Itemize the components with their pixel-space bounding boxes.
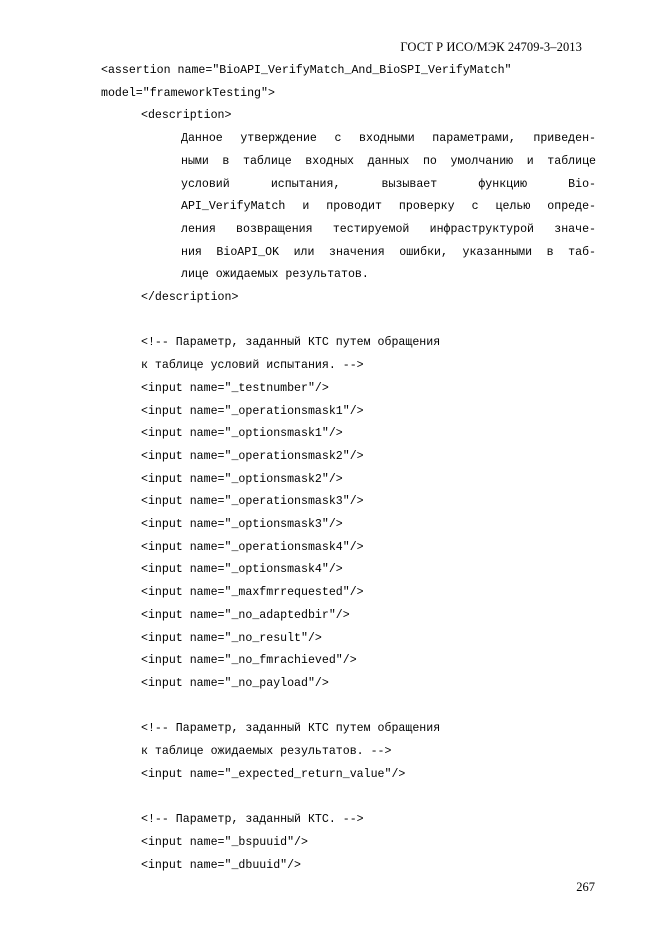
description-text-line: API_VerifyMatch и проводит проверку с целью опреде-: [181, 200, 596, 214]
comment-line: <!-- Параметр, заданный КТС путем обращения: [141, 722, 441, 736]
input-element-line: <input name="_optionsmask4"/>: [141, 563, 343, 577]
input-element-line: <input name="_no_payload"/>: [141, 676, 329, 690]
input-element-line: <input name="_optionsmask3"/>: [141, 518, 343, 531]
input-element-line: <input name="_optionsmask1"/>: [141, 427, 343, 441]
input-element-line: <input name="_no_adaptedbir"/>: [141, 608, 350, 622]
description-close-tag: </description>: [141, 291, 239, 304]
input-element-line: <input name="_testnumber"/>: [141, 381, 329, 395]
comment-line: к таблице ожидаемых результатов. -->: [141, 745, 392, 758]
description-text-line: лице ожидаемых результатов.: [181, 268, 369, 282]
input-element-line: <input name="_no_result"/>: [141, 631, 322, 645]
input-element-line: <input name="_maxfmrrequested"/>: [141, 586, 364, 600]
assertion-open-line-1: <assertion name="BioAPI_VerifyMatch_And_BioSPI_VerifyMatch": [101, 64, 512, 77]
input-element-line: <input name="_optionsmask2"/>: [141, 472, 343, 486]
description-text-line: ления возвращения тестируемой инфраструктурой значе-: [181, 222, 596, 236]
input-element-line: <input name="_dbuuid"/>: [141, 858, 302, 872]
description-text-line: условий испытания, вызывает функцию Bio-: [181, 177, 596, 191]
input-element-line: <input name="_expected_return_value"/>: [141, 767, 406, 781]
page-number: 267: [576, 880, 595, 894]
input-element-line: <input name="_operationsmask3"/>: [141, 495, 364, 509]
input-element-line: <input name="_operationsmask2"/>: [141, 449, 364, 463]
comment-line: <!-- Параметр, заданный КТС путем обращения: [141, 336, 441, 350]
description-text-line: Данное утверждение с входными параметрами, приведен-: [181, 132, 596, 146]
input-element-line: <input name="_operationsmask4"/>: [141, 540, 364, 554]
input-element-line: <input name="_no_fmrachieved"/>: [141, 654, 357, 668]
assertion-open-line-2: model="frameworkTesting">: [101, 86, 275, 100]
description-text-line: ными в таблице входных данных по умолчанию и таблице: [181, 154, 596, 168]
page-header-standard: ГОСТ Р ИСО/МЭК 24709-3–2013: [400, 40, 582, 54]
comment-line: к таблице условий испытания. -->: [141, 359, 364, 373]
description-text-line: ния BioAPI_OK или значения ошибки, указанными в таб-: [181, 245, 596, 259]
input-element-line: <input name="_bspuuid"/>: [141, 835, 308, 849]
comment-line: <!-- Параметр, заданный КТС. -->: [141, 813, 364, 827]
description-open-tag: <description>: [141, 109, 232, 123]
input-element-line: <input name="_operationsmask1"/>: [141, 404, 364, 418]
